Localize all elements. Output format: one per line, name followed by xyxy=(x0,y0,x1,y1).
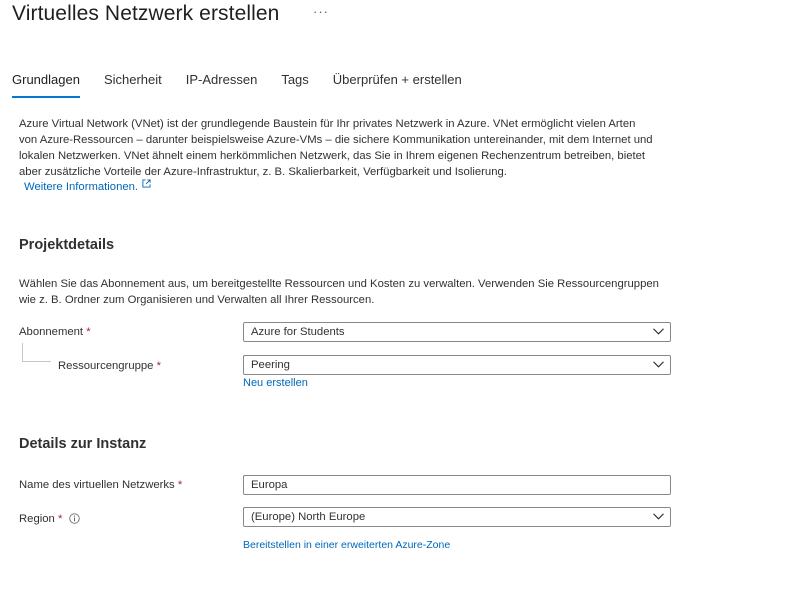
tab-ip-adressen[interactable]: IP-Adressen xyxy=(185,72,258,87)
resource-group-value: Peering xyxy=(251,359,290,371)
learn-more-link[interactable] xyxy=(24,179,151,193)
edge-zone-link[interactable]: Bereitstellen in einer erweiterten Azure-Zone xyxy=(243,539,451,551)
chevron-down-icon xyxy=(653,513,664,520)
project-details-description xyxy=(19,276,679,308)
intro-line: lokalen Netzwerken. VNet ähnelt einem herkömmlichen Netzwerk, das Sie in Ihrem eigenen Rechenzentrum betreiben, bietet xyxy=(19,150,646,162)
tab-grundlagen[interactable]: Grundlagen xyxy=(12,72,80,96)
tab-review-create[interactable]: Überprüfen + erstellen xyxy=(332,72,462,87)
vnet-name-input[interactable]: Europa xyxy=(243,475,671,495)
external-link-icon xyxy=(142,179,151,188)
required-mark: * xyxy=(156,360,162,372)
required-mark: * xyxy=(57,513,63,525)
project-desc-line: Wählen Sie das Abonnement aus, um bereitgestellte Ressourcen und Kosten zu verwalten. Verwenden Sie Ressourcengruppen xyxy=(19,278,659,290)
required-mark: * xyxy=(177,479,183,491)
subscription-label xyxy=(19,326,91,338)
more-options-icon[interactable]: ··· xyxy=(313,4,329,19)
region-dropdown[interactable] xyxy=(243,507,671,527)
resource-group-dropdown[interactable] xyxy=(243,355,671,375)
region-value: (Europe) North Europe xyxy=(251,511,366,523)
project-desc-line: wie z. B. Ordner zum Organisieren und Verwalten all Ihrer Ressourcen. xyxy=(19,294,375,306)
subscription-label-text: Abonnement xyxy=(19,326,84,338)
tab-tags[interactable]: Tags xyxy=(281,72,309,87)
page-title: Virtuelles Netzwerk erstellen xyxy=(12,2,280,25)
tab-bar xyxy=(12,72,486,98)
required-mark: * xyxy=(86,326,91,338)
info-icon[interactable] xyxy=(69,513,80,524)
resource-group-label xyxy=(58,360,161,372)
learn-more-label: Weitere Informationen. xyxy=(24,181,139,193)
create-new-resource-group-link[interactable]: Neu erstellen xyxy=(243,377,308,389)
subscription-value: Azure for Students xyxy=(251,326,345,338)
subscription-dropdown[interactable] xyxy=(243,322,671,342)
vnet-name-label xyxy=(19,479,182,491)
intro-line: Azure Virtual Network (VNet) ist der grundlegende Baustein für Ihr privates Netzwerk in Azure. VNet ermöglicht vielen Arten xyxy=(19,118,636,130)
intro-text xyxy=(19,116,679,180)
tree-connector xyxy=(22,343,51,362)
resource-group-label-text: Ressourcengruppe xyxy=(58,360,154,372)
vnet-name-label-text: Name des virtuellen Netzwerks xyxy=(19,479,175,491)
region-label xyxy=(19,513,80,525)
intro-line: von Azure-Ressourcen – darunter beispielsweise Azure-VMs – die sichere Kommunikation untereinander, mit dem Internet und xyxy=(19,134,653,146)
region-label-text: Region xyxy=(19,513,55,525)
chevron-down-icon xyxy=(653,328,664,335)
chevron-down-icon xyxy=(653,361,664,368)
instance-details-heading: Details zur Instanz xyxy=(19,436,147,452)
tab-sicherheit[interactable]: Sicherheit xyxy=(103,72,162,87)
project-details-heading: Projektdetails xyxy=(19,237,115,253)
intro-line: aber zusätzliche Vorteile der Azure-Infrastruktur, z. B. Skalierbarkeit, Verfügbarkeit und Isolierung. xyxy=(19,166,507,178)
